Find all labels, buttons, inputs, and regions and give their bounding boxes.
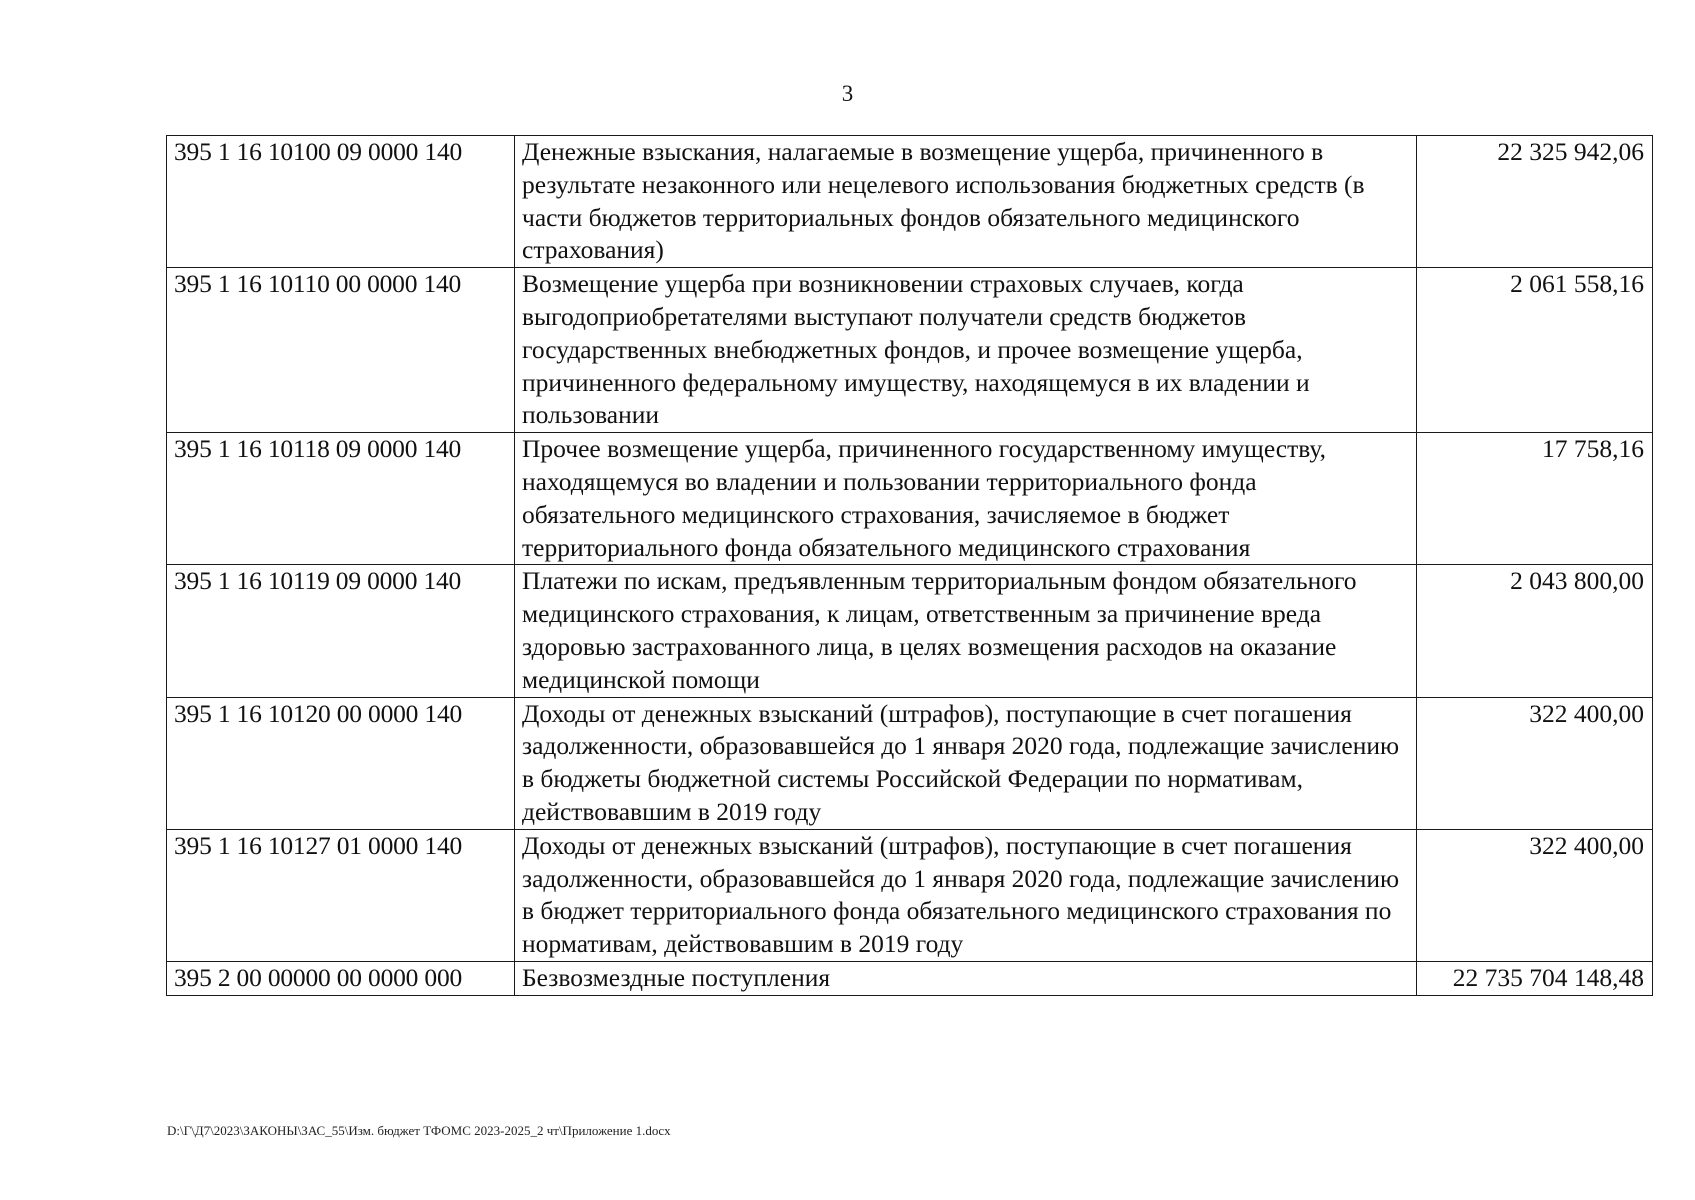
revenue-name-cell: Доходы от денежных взысканий (штрафов), поступающие в счет погашения задолженности, образовавшейся до 1 января 2020 года, подлежащие зачислению в бюджет территориального фонда обязательного медицинского страхования по нормативам, действовавшим в 2019 году (515, 829, 1417, 961)
table-row (167, 268, 1653, 433)
revenue-name-cell: Денежные взыскания, налагаемые в возмещение ущерба, причиненного в результате незаконного или нецелевого использования бюджетных средств (в части бюджетов территориальных фондов обязательного медицинского страхования) (515, 136, 1417, 268)
revenue-name-cell: Прочее возмещение ущерба, причиненного государственному имуществу, находящемуся во владении и пользовании территориального фонда обязательного медицинского страхования, зачисляемое в бюджет территориального фонда обязательного медицинского страхования (515, 433, 1417, 565)
revenue-name-cell: Возмещение ущерба при возникновении страховых случаев, когда выгодоприобретателями выступают получатели средств бюджетов государственных внебюджетных фондов, и прочее возмещение ущерба, причиненного федеральному имуществу, находящемуся в их владении и пользовании (515, 268, 1417, 433)
budget-code-cell: 395 1 16 10118 09 0000 140 (167, 433, 515, 565)
page-number: 3 (841, 81, 854, 106)
amount-cell: 2 061 558,16 (1417, 268, 1653, 433)
budget-code-cell: 395 2 00 00000 00 0000 000 (167, 961, 515, 995)
table-row (167, 961, 1653, 995)
amount-cell: 2 043 800,00 (1417, 565, 1653, 697)
budget-code-cell: 395 1 16 10100 09 0000 140 (167, 136, 515, 268)
revenue-name-cell: Безвозмездные поступления (515, 961, 1417, 995)
table-row (167, 136, 1653, 268)
budget-code-cell: 395 1 16 10127 01 0000 140 (167, 829, 515, 961)
amount-cell: 22 735 704 148,48 (1417, 961, 1653, 995)
amount-cell: 17 758,16 (1417, 433, 1653, 565)
amount-cell: 322 400,00 (1417, 697, 1653, 829)
budget-code-cell: 395 1 16 10110 00 0000 140 (167, 268, 515, 433)
amount-cell: 22 325 942,06 (1417, 136, 1653, 268)
budget-code-cell: 395 1 16 10119 09 0000 140 (167, 565, 515, 697)
table-row (167, 565, 1653, 697)
file-path-footer: D:\Г\Д7\2023\ЗАКОНЫ\ЗАС_55\Изм. бюджет ТФОМС 2023-2025_2 чт\Приложение 1.docx (167, 1123, 671, 1138)
table-row (167, 829, 1653, 961)
amount-cell: 322 400,00 (1417, 829, 1653, 961)
table-row (167, 697, 1653, 829)
revenue-name-cell: Доходы от денежных взысканий (штрафов), поступающие в счет погашения задолженности, образовавшейся до 1 января 2020 года, подлежащие зачислению в бюджеты бюджетной системы Российской Федерации по нормативам, действовавшим в 2019 году (515, 697, 1417, 829)
budget-code-cell: 395 1 16 10120 00 0000 140 (167, 697, 515, 829)
revenue-name-cell: Платежи по искам, предъявленным территориальным фондом обязательного медицинского страхования, к лицам, ответственным за причинение вреда здоровью застрахованного лица, в целях возмещения расходов на оказание медицинской помощи (515, 565, 1417, 697)
table-row (167, 433, 1653, 565)
revenue-table (166, 135, 1653, 996)
